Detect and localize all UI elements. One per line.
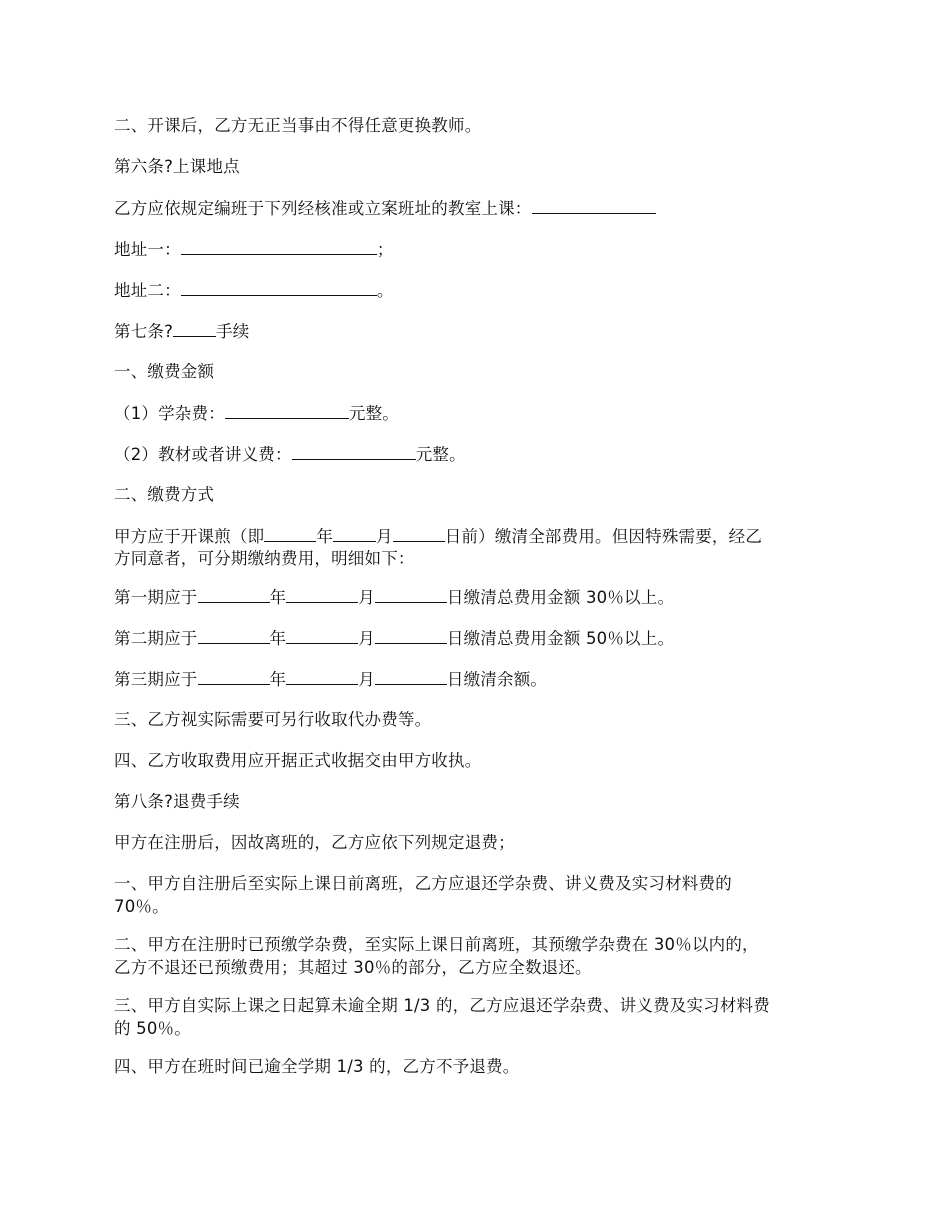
paragraph-teacher-change — [114, 115, 481, 137]
address-one-line — [114, 238, 394, 261]
blank-field — [292, 443, 416, 460]
paragraph-agency-fee — [114, 709, 431, 731]
text: 元整。 — [415, 445, 466, 464]
text: 月 — [358, 588, 375, 607]
blank-field — [375, 668, 447, 685]
heading-article-7 — [114, 320, 249, 343]
blank-field — [393, 525, 445, 542]
text: 70％。 — [114, 897, 169, 916]
text: 甲方应于开课煎（即 — [114, 527, 265, 546]
paragraph-receipt — [114, 750, 481, 772]
text: 第二期应于 — [114, 629, 198, 648]
refund-rule-3-cont — [114, 1018, 191, 1040]
refund-rule-2-cont — [114, 957, 592, 979]
text: 三、乙方视实际需要可另行收取代办费等。 — [114, 710, 432, 729]
refund-rule-4 — [114, 1056, 519, 1078]
paragraph-classroom — [114, 197, 656, 220]
text: 二、缴费方式 — [114, 485, 215, 504]
text: （1）学杂费： — [114, 404, 225, 423]
blank-field — [375, 627, 447, 644]
payment-deadline-line — [114, 525, 762, 548]
fee-materials-line — [114, 443, 466, 466]
blank-field — [181, 238, 377, 255]
text: 第六条?上课地点 — [114, 157, 240, 176]
text: 年 — [269, 670, 287, 689]
text: 手续 — [216, 322, 250, 341]
text: 年 — [316, 527, 334, 546]
text: 年 — [269, 629, 287, 648]
text: 方同意者，可分期缴纳费用，明细如下： — [114, 549, 415, 568]
text: 乙方应依规定编班于下列经核准或立案班址的教室上课： — [114, 199, 532, 218]
text: 的 50％。 — [114, 1019, 191, 1038]
payment-deadline-line-cont — [114, 548, 415, 570]
paragraph-refund-intro — [114, 832, 515, 854]
text: ； — [376, 240, 394, 259]
text: 一、缴费金额 — [114, 362, 215, 381]
text: 第八条?退费手续 — [114, 792, 240, 811]
blank-field — [286, 668, 358, 685]
blank-field — [333, 525, 376, 542]
installment-1-line — [114, 586, 674, 609]
fee-tuition-line — [114, 402, 399, 425]
text: 甲方在注册后，因故离班的，乙方应依下列规定退费； — [114, 833, 515, 852]
blank-field — [181, 279, 377, 296]
blank-field — [286, 627, 358, 644]
blank-field — [198, 668, 270, 685]
text: 四、甲方在班时间已逾全学期 1/3 的，乙方不予退费。 — [114, 1057, 520, 1076]
text: 三、甲方自实际上课之日起算未逾全期 1/3 的，乙方应退还学杂费、讲义费及实习材料费 — [114, 996, 770, 1015]
text: 元整。 — [348, 404, 400, 423]
heading-article-8 — [114, 791, 240, 813]
text: 日缴清总费用金额 30％以上。 — [446, 588, 675, 607]
blank-field — [173, 320, 216, 337]
text: 第七条? — [114, 322, 174, 341]
refund-rule-1 — [114, 873, 732, 895]
installment-3-line — [114, 668, 547, 691]
text: 日缴清余额。 — [446, 670, 548, 689]
blank-field — [532, 197, 656, 214]
blank-field — [375, 586, 447, 603]
text: 二、开课后，乙方无正当事由不得任意更换教师。 — [114, 116, 482, 135]
refund-rule-3 — [114, 995, 770, 1017]
text: 。 — [376, 281, 394, 300]
text: 月 — [358, 629, 375, 648]
blank-field — [225, 402, 349, 419]
blank-field — [264, 525, 316, 542]
text: 月 — [358, 670, 375, 689]
text: （2）教材或者讲义费： — [114, 445, 292, 464]
text: 地址一： — [114, 240, 181, 259]
heading-article-6 — [114, 156, 240, 178]
text: 乙方不退还已预缴费用；其超过 30％的部分，乙方应全数退还。 — [114, 958, 592, 977]
text: 日前）缴清全部费用。但因特殊需要，经乙 — [444, 527, 763, 546]
text: 第三期应于 — [114, 670, 198, 689]
text: 第一期应于 — [114, 588, 198, 607]
text: 月 — [376, 527, 393, 546]
text: 四、乙方收取费用应开据正式收据交由甲方收执。 — [114, 751, 482, 770]
blank-field — [286, 586, 358, 603]
subheading-fee-amount — [114, 361, 214, 383]
refund-rule-1-cont — [114, 896, 169, 918]
refund-rule-2 — [114, 934, 759, 956]
text: 二、甲方在注册时已预缴学杂费，至实际上课日前离班，其预缴学杂费在 30％以内的， — [114, 935, 759, 954]
blank-field — [198, 586, 270, 603]
text: 地址二： — [114, 281, 181, 300]
text: 年 — [269, 588, 287, 607]
blank-field — [198, 627, 270, 644]
text: 日缴清总费用金额 50％以上。 — [446, 629, 675, 648]
subheading-payment-method — [114, 484, 214, 506]
installment-2-line — [114, 627, 674, 650]
text: 一、甲方自注册后至实际上课日前离班，乙方应退还学杂费、讲义费及实习材料费的 — [114, 874, 732, 893]
address-two-line — [114, 279, 394, 302]
